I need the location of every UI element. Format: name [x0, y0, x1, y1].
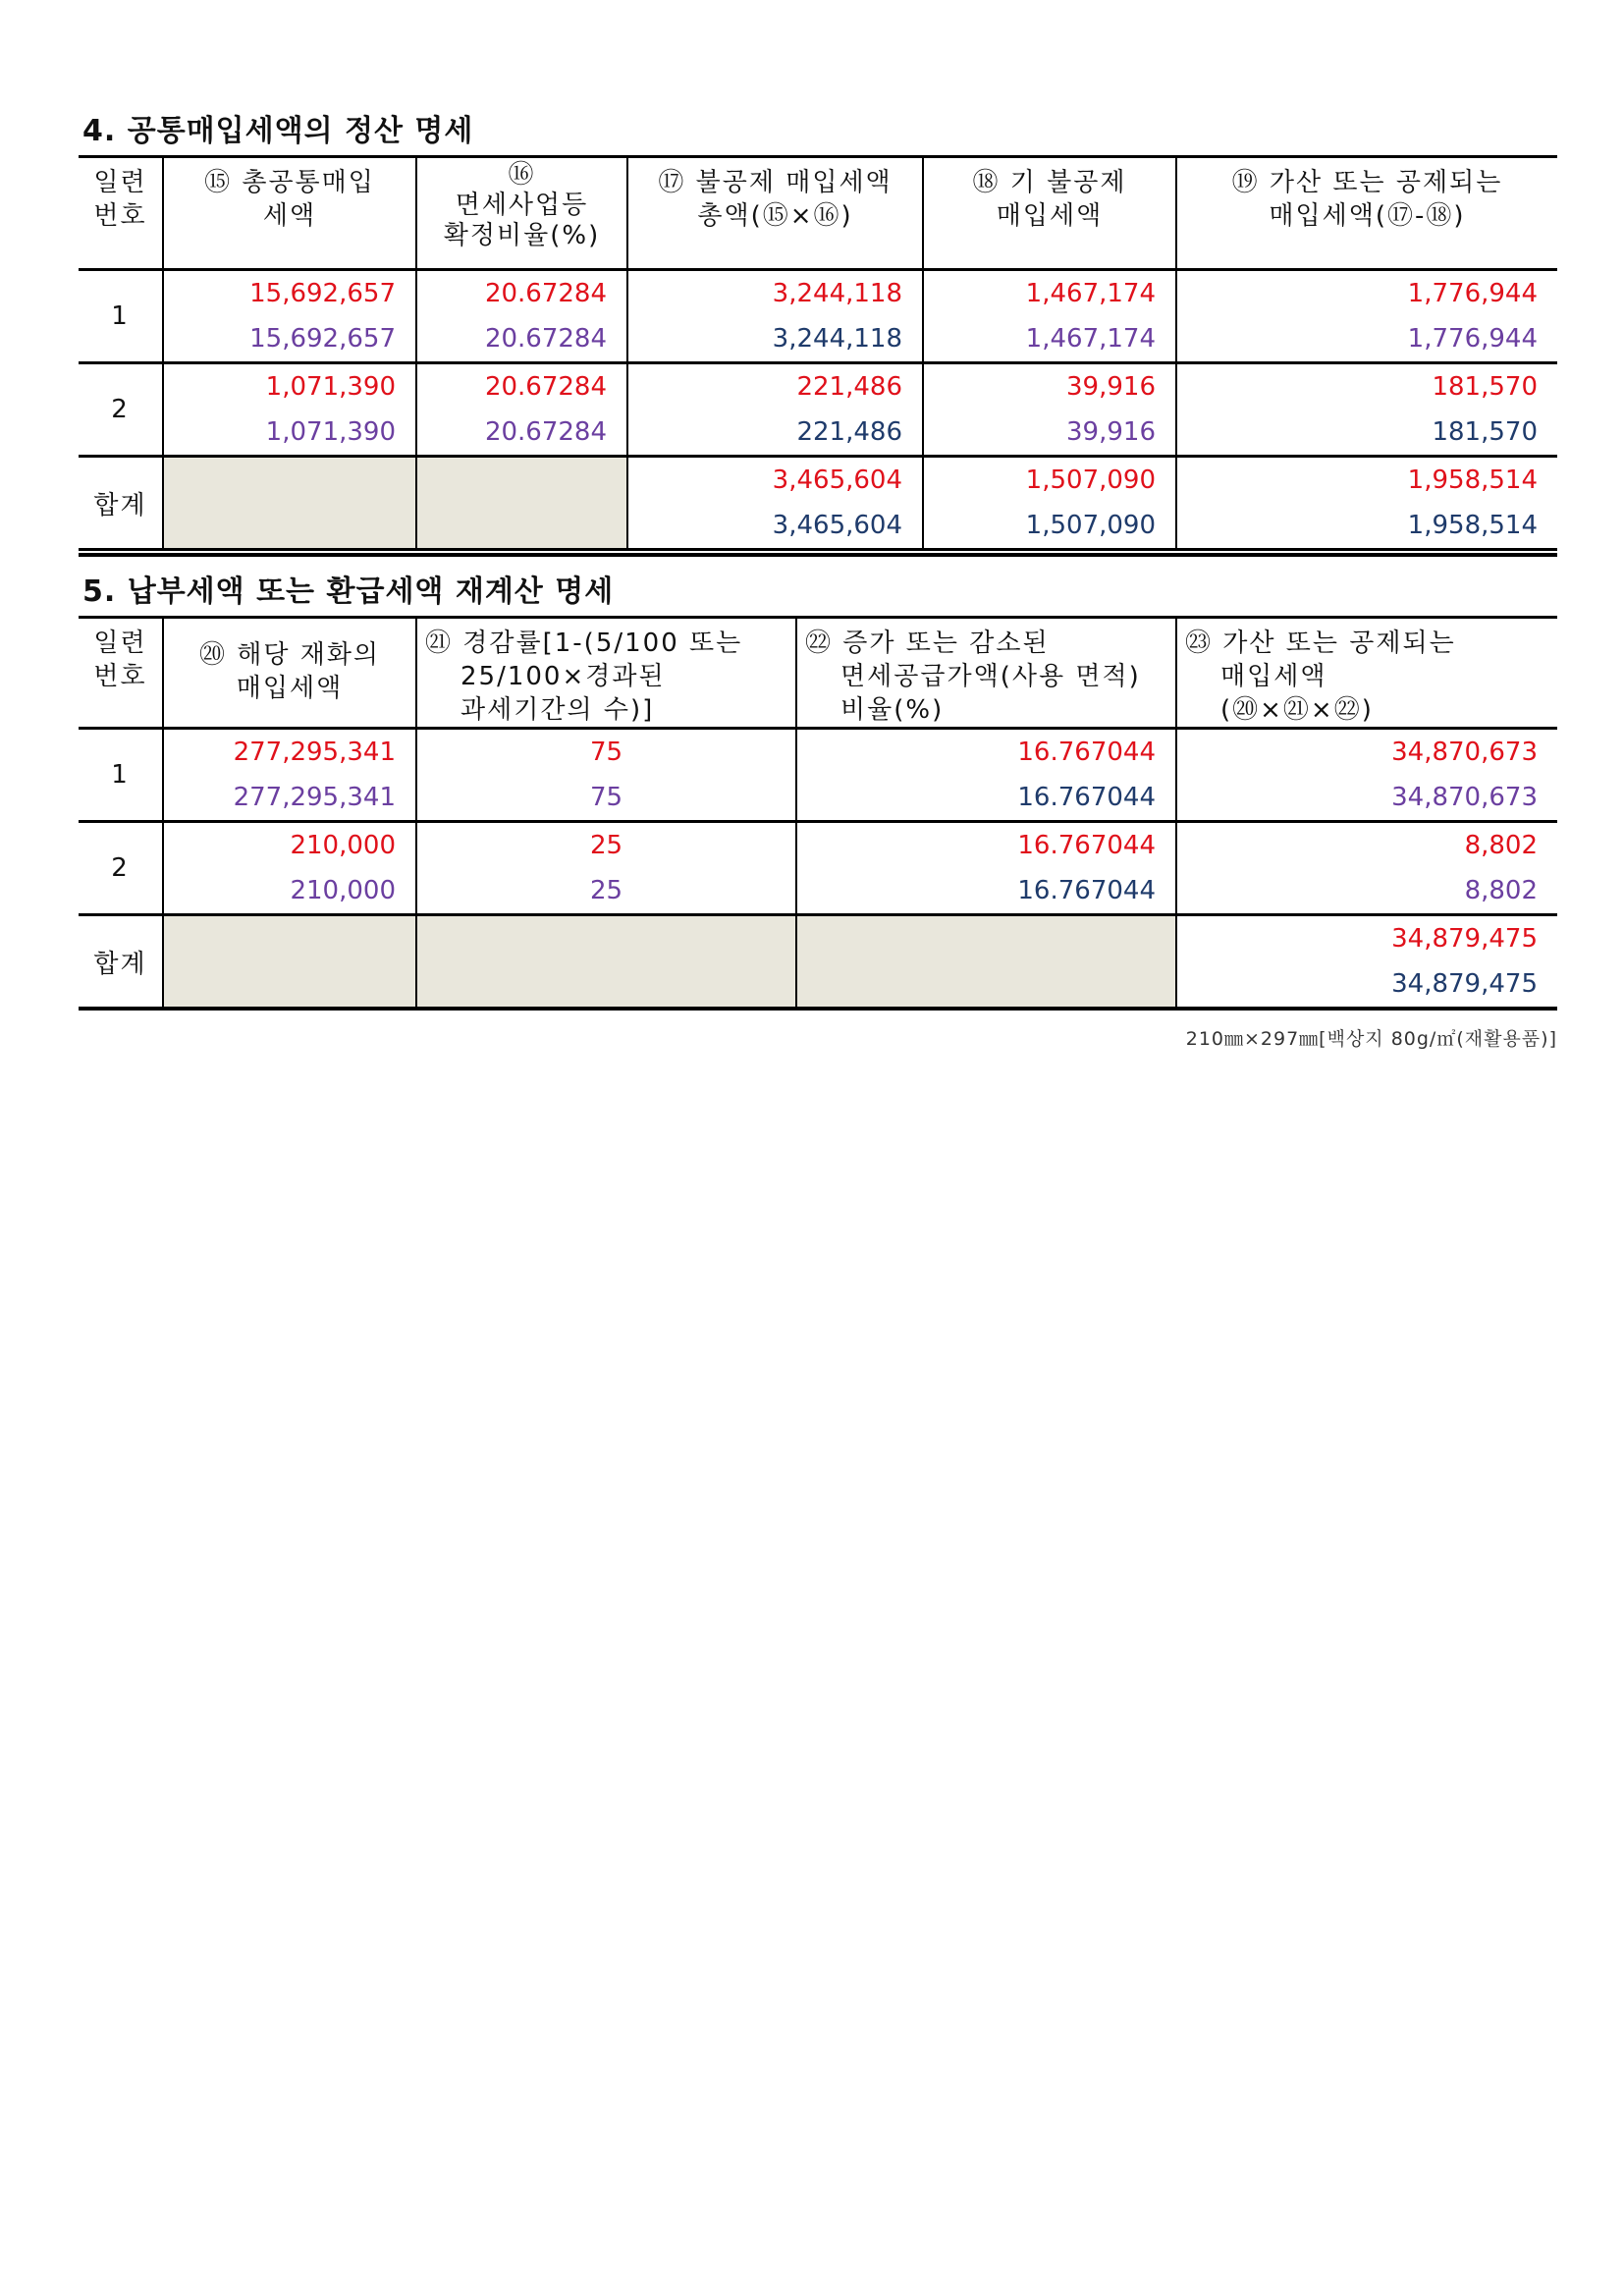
serial-number-cell: 2 [79, 822, 163, 915]
section5-title: 5. 납부세액 또는 환급세액 재계산 명세 [82, 574, 615, 609]
value-red: 277,295,341 [233, 738, 396, 767]
header-text: ⑲ 가산 또는 공제되는 [1231, 168, 1503, 197]
header-previous-nondeductible [923, 157, 1176, 270]
header-text: ㉒ 증가 또는 감소된 [805, 629, 1050, 658]
value-red: 20.67284 [484, 372, 607, 402]
value-purple: 277,295,341 [233, 783, 396, 812]
value-purple: 20.67284 [484, 324, 607, 354]
exempt-ratio-cell [416, 363, 627, 457]
value-red: 3,465,604 [772, 465, 902, 495]
header-text: 세액 [262, 201, 317, 231]
header-text: 면세공급가액(사용 면적) [840, 662, 1141, 691]
header-text: 과세기간의 수)] [460, 695, 655, 725]
value-red: 1,507,090 [1025, 465, 1156, 495]
value-navy: 3,465,604 [772, 511, 902, 540]
value-red: 1,467,174 [1025, 279, 1156, 308]
header-exempt-ratio [416, 157, 627, 270]
previous-nondeductible-cell [923, 270, 1176, 363]
table-row [79, 270, 1557, 363]
section4-title: 4. 공통매입세액의 정산 명세 [82, 114, 474, 148]
value-red: 20.67284 [484, 279, 607, 308]
added-or-deducted-cell [1176, 822, 1557, 915]
header-nondeductible-total [627, 157, 923, 270]
header-reduction-rate [416, 618, 796, 729]
value-purple: 15,692,657 [249, 324, 396, 354]
header-text: ⑱ 기 불공제 [972, 168, 1127, 197]
value-purple: 1,467,174 [1025, 324, 1156, 354]
exempt-supply-ratio-cell [796, 729, 1176, 822]
nondeductible-total-cell [627, 270, 923, 363]
header-text: (⑳×㉑×㉒) [1220, 695, 1374, 725]
value-purple: 1,071,390 [265, 417, 396, 447]
header-goods-input-tax [163, 618, 416, 729]
header-text: 25/100×경과된 [460, 662, 666, 691]
value-red: 16.767044 [1017, 831, 1156, 860]
total-label: 합계 [79, 915, 163, 1010]
header-text: 일련 [93, 629, 147, 658]
header-serial-number [79, 157, 163, 270]
total-row [79, 915, 1557, 1010]
nondeductible-total-cell [627, 363, 923, 457]
header-added-or-deducted-input-tax [1176, 618, 1557, 729]
value-navy: 1,958,514 [1407, 511, 1538, 540]
value-navy: 34,879,475 [1391, 969, 1538, 999]
header-text: 비율(%) [840, 695, 945, 725]
reduction-rate-cell [416, 729, 796, 822]
shaded-cell [163, 915, 416, 1010]
form-page [79, 108, 1557, 1050]
value-red: 75 [589, 738, 623, 767]
shaded-cell [416, 457, 627, 550]
value-red: 16.767044 [1017, 738, 1156, 767]
added-or-deducted-cell [1176, 270, 1557, 363]
value-purple: 39,916 [1066, 417, 1156, 447]
header-total-common-input-tax [163, 157, 416, 270]
value-red: 34,870,673 [1391, 738, 1538, 767]
value-purple: 75 [589, 783, 623, 812]
header-text: 매입세액(⑰-⑱) [1269, 201, 1466, 231]
value-red: 1,776,944 [1407, 279, 1538, 308]
goods-input-tax-cell [163, 729, 416, 822]
header-text: 번호 [93, 201, 147, 231]
value-red: 210,000 [290, 831, 396, 860]
serial-number-cell: 2 [79, 363, 163, 457]
tax-recalculation-table [79, 616, 1557, 1011]
value-red: 25 [589, 831, 623, 860]
value-red: 15,692,657 [249, 279, 396, 308]
header-text: ⑳ 해당 재화의 [198, 640, 381, 670]
value-purple: 34,870,673 [1391, 783, 1538, 812]
header-serial-number [79, 618, 163, 729]
value-navy: 181,570 [1432, 417, 1538, 447]
shaded-cell [416, 915, 796, 1010]
common-input-tax-settlement-table [79, 155, 1557, 551]
table-row [79, 729, 1557, 822]
serial-number-cell: 1 [79, 270, 163, 363]
value-navy: 1,507,090 [1025, 511, 1156, 540]
value-navy: 3,244,118 [772, 324, 902, 354]
header-text: 매입세액 [1220, 662, 1327, 691]
header-text: 매입세액 [236, 674, 344, 703]
header-text: 일련 [93, 168, 147, 197]
reduction-rate-cell [416, 822, 796, 915]
total-added-or-deducted-cell [1176, 457, 1557, 550]
value-red: 34,879,475 [1391, 924, 1538, 954]
shaded-cell [796, 915, 1176, 1010]
value-purple: 8,802 [1464, 876, 1538, 905]
value-navy: 16.767044 [1017, 783, 1156, 812]
value-red: 1,958,514 [1407, 465, 1538, 495]
table-row [79, 822, 1557, 915]
header-text: ㉓ 가산 또는 공제되는 [1185, 629, 1456, 658]
value-red: 3,244,118 [772, 279, 902, 308]
value-red: 8,802 [1464, 831, 1538, 860]
added-or-deducted-cell [1176, 363, 1557, 457]
value-purple: 25 [589, 876, 623, 905]
total-common-input-tax-cell [163, 363, 416, 457]
value-red: 39,916 [1066, 372, 1156, 402]
header-text: 확정비율(%) [443, 221, 601, 250]
header-text: 번호 [93, 662, 147, 691]
header-text: ⑮ 총공통매입 [204, 168, 375, 197]
header-text: 면세사업등 [455, 191, 589, 220]
shaded-cell [163, 457, 416, 550]
total-common-input-tax-cell [163, 270, 416, 363]
total-row [79, 457, 1557, 550]
goods-input-tax-cell [163, 822, 416, 915]
value-purple: 1,776,944 [1407, 324, 1538, 354]
value-red: 181,570 [1432, 372, 1538, 402]
total-label: 합계 [79, 457, 163, 550]
paper-spec-footnote: 210㎜×297㎜[백상지 80g/㎡(재활용품)] [1185, 1028, 1557, 1050]
header-added-or-deducted [1176, 157, 1557, 270]
value-purple: 210,000 [290, 876, 396, 905]
added-or-deducted-cell [1176, 729, 1557, 822]
value-red: 221,486 [796, 372, 902, 402]
serial-number-cell: 1 [79, 729, 163, 822]
total-added-or-deducted-cell [1176, 915, 1557, 1010]
value-navy: 16.767044 [1017, 876, 1156, 905]
header-text: ⑰ 불공제 매입세액 [658, 168, 893, 197]
header-text: ⑯ [508, 160, 536, 190]
previous-nondeductible-cell [923, 363, 1176, 457]
header-text: 총액(⑮×⑯) [697, 201, 853, 231]
header-text: 매입세액 [996, 201, 1104, 231]
total-nondeductible-cell [627, 457, 923, 550]
value-red: 1,071,390 [265, 372, 396, 402]
exempt-supply-ratio-cell [796, 822, 1176, 915]
value-navy: 221,486 [796, 417, 902, 447]
table-row [79, 363, 1557, 457]
exempt-ratio-cell [416, 270, 627, 363]
header-text: ㉑ 경감률[1-(5/100 또는 [425, 629, 743, 658]
total-previous-nondeductible-cell [923, 457, 1176, 550]
value-purple: 20.67284 [484, 417, 607, 447]
header-exempt-supply-ratio [796, 618, 1176, 729]
